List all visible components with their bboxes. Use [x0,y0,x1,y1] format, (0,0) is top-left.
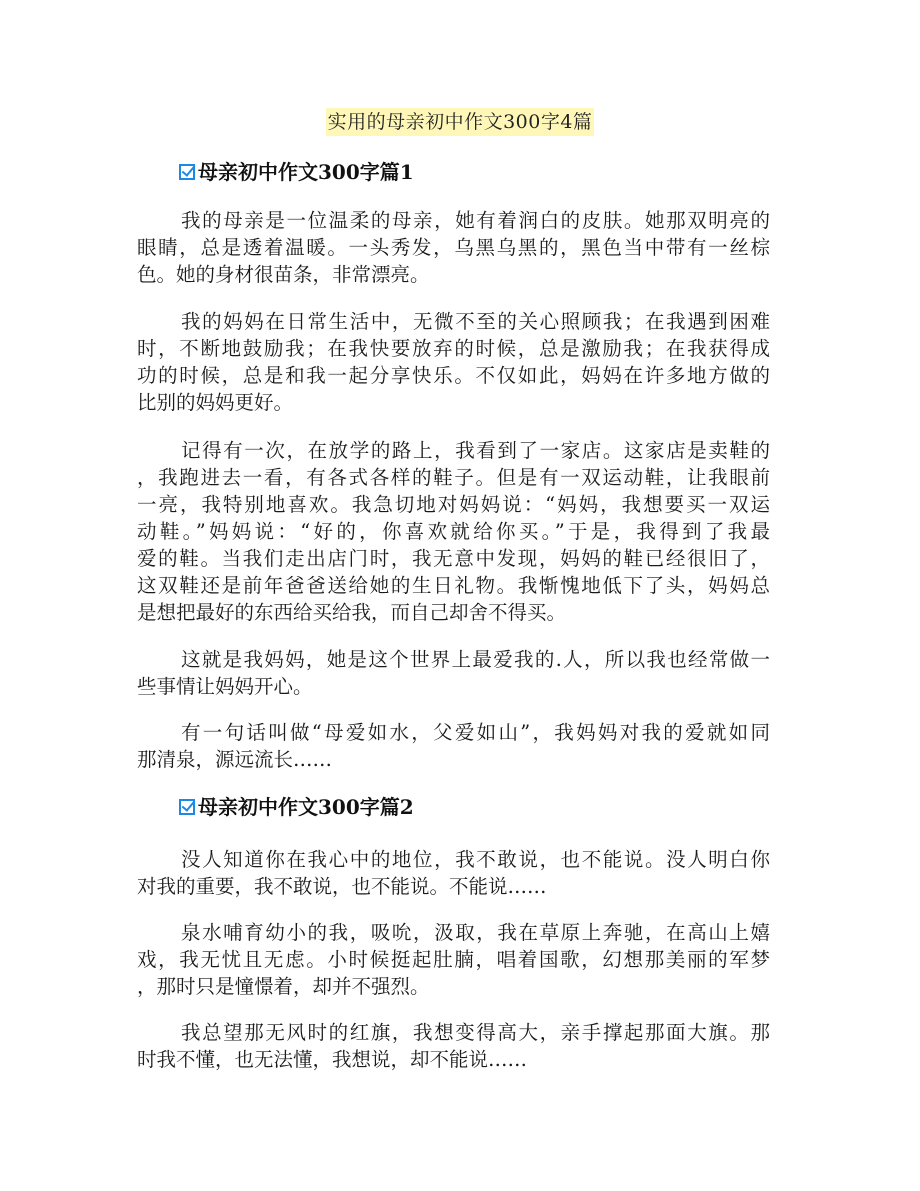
paragraph [137,1019,770,1073]
text-line: 戏，我无忧且无虑。小时候挺起肚腩，唱着国歌，幻想那美丽的军梦 [137,948,770,971]
text-line: 是想把最好的东西给买给我，而自己却舍不得买。 [137,601,567,624]
text-line: 记得有一次，在放学的路上，我看到了一家店。这家店是卖鞋的 [181,439,770,462]
text-line: 我总望那无风时的红旗，我想变得高大，亲手撑起那面大旗。那 [181,1021,770,1044]
section-heading-text: 母亲初中作文300字篇1 [198,160,414,184]
text-line: 功的时候，总是和我一起分享快乐。不仅如此，妈妈在许多地方做的 [137,364,770,387]
text-line: 我的妈妈在日常生活中，无微不至的关心照顾我；在我遇到困难 [181,310,770,333]
text-line: 我的母亲是一位温柔的母亲，她有着润白的皮肤。她那双明亮的 [181,209,770,232]
paragraph [137,207,770,288]
text-line: 这就是我妈妈，她是这个世界上最爱我的.人，所以我也经常做一 [181,648,770,671]
text-line: 有一句话叫做“母爱如水，父爱如山”，我妈妈对我的爱就如同 [181,721,770,744]
paragraph [137,308,770,416]
text-line: 时我不懂，也无法懂，我想说，却不能说…… [137,1048,528,1071]
title-wrap [0,108,920,136]
text-line: 些事情让妈妈开心。 [137,675,313,698]
section-heading [179,793,414,821]
text-line: 动鞋。”妈妈说：“好的，你喜欢就给你买。”于是，我得到了我最 [137,520,770,543]
text-line: 眼睛，总是透着温暖。一头秀发，乌黑乌黑的，黑色当中带有一丝棕 [137,236,770,259]
text-line: 色。她的身材很苗条，非常漂亮。 [137,263,430,286]
section-heading [179,158,414,186]
text-line: 爱的鞋。当我们走出店门时，我无意中发现，妈妈的鞋已经很旧了， [137,547,770,570]
text-line: 那清泉，源远流长…… [137,748,333,771]
text-line: 对我的重要，我不敢说，也不能说。不能说…… [137,875,547,898]
text-line: 一亮，我特别地喜欢。我急切地对妈妈说：“妈妈，我想要买一双运 [137,493,770,516]
paragraph [137,437,770,626]
text-line: ，那时只是憧憬着，却并不强烈。 [137,975,430,998]
text-line: 这双鞋还是前年爸爸送给她的生日礼物。我惭愧地低下了头，妈妈总 [137,574,770,597]
text-line: ，我跑进去一看，有各式各样的鞋子。但是有一双运动鞋，让我眼前 [137,466,770,489]
checkbox-icon [179,799,195,815]
text-line: 时，不断地鼓励我；在我快要放弃的时候，总是激励我；在我获得成 [137,337,770,360]
paragraph [137,719,770,773]
text-line: 比别的妈妈更好。 [137,391,294,414]
section-heading-text: 母亲初中作文300字篇2 [198,795,414,819]
paragraph [137,846,770,900]
checkbox-icon [179,164,195,180]
text-line: 泉水哺育幼小的我，吸吮，汲取，我在草原上奔驰，在高山上嬉 [181,921,770,944]
text-line: 没人知道你在我心中的地位，我不敢说，也不能说。没人明白你 [181,848,770,871]
paragraph [137,919,770,1000]
paragraph [137,646,770,700]
document-title: 实用的母亲初中作文300字4篇 [326,108,595,136]
